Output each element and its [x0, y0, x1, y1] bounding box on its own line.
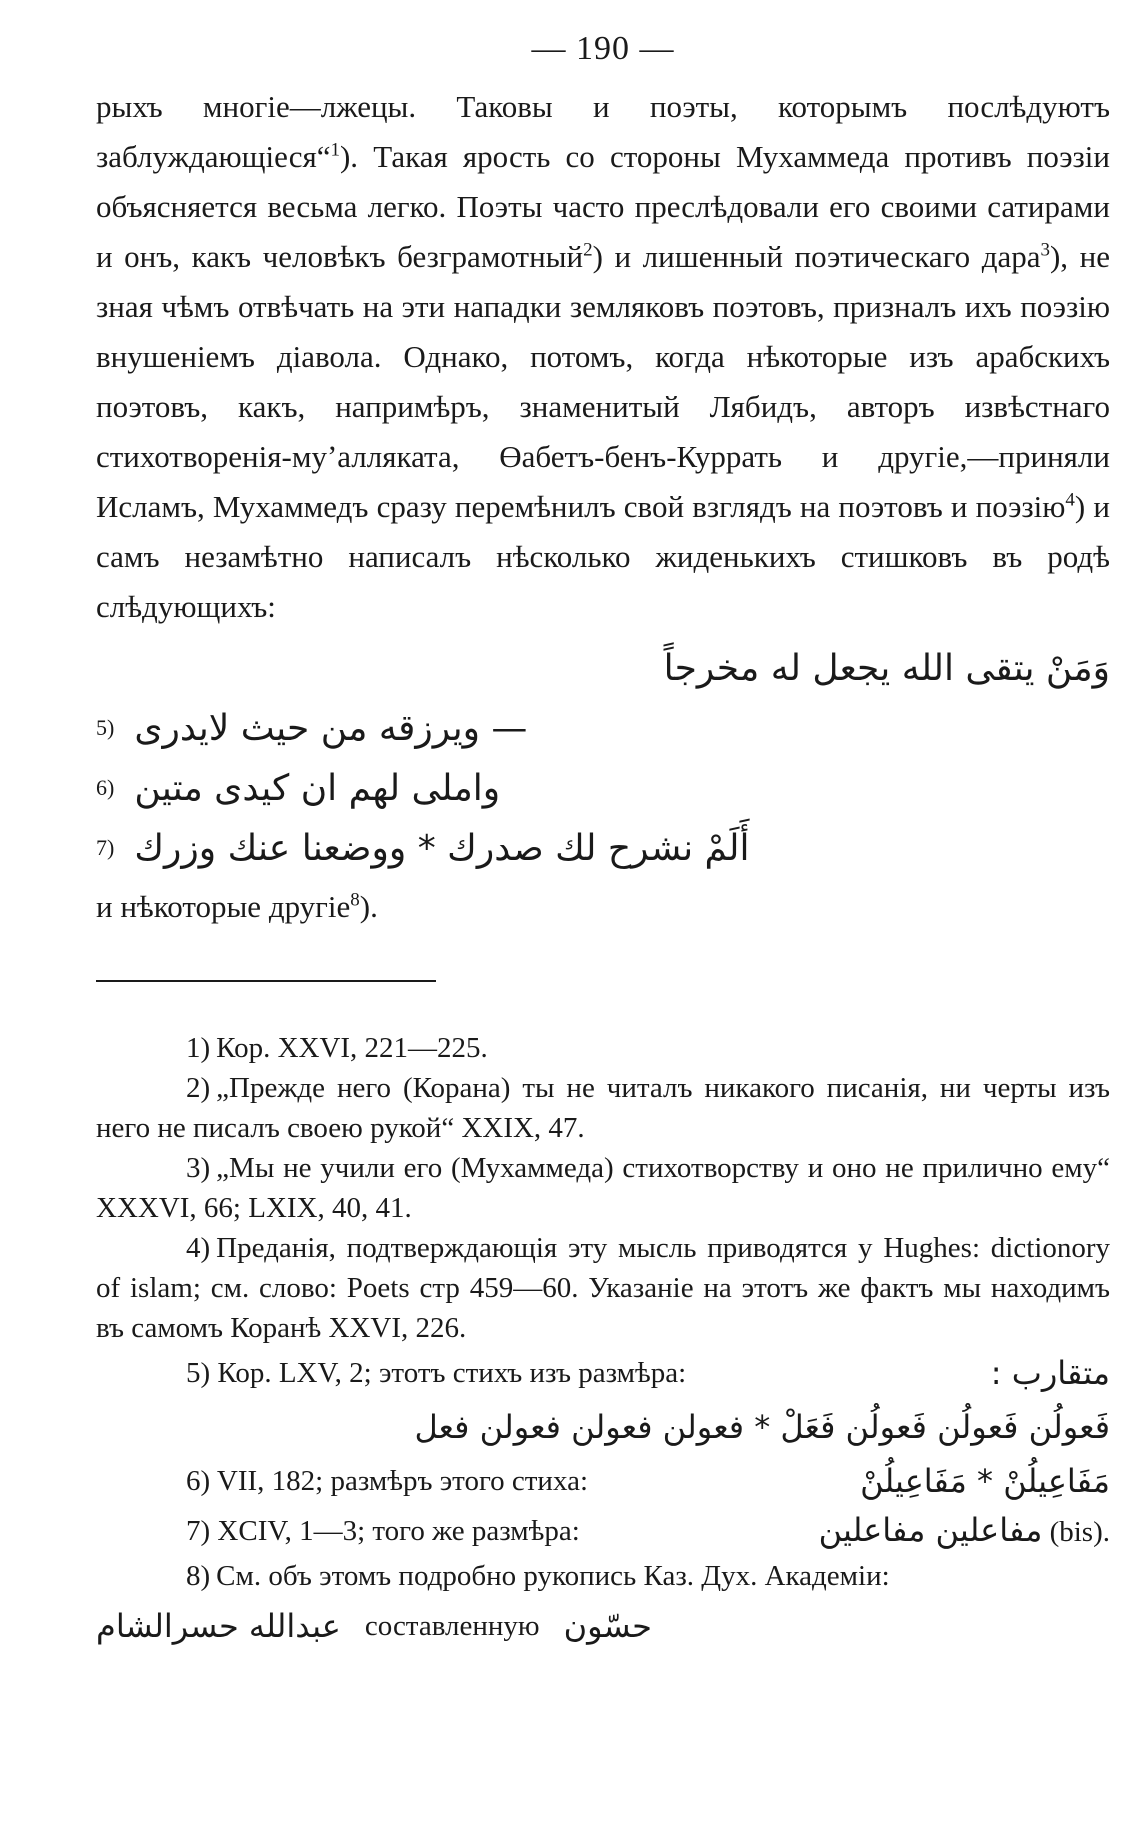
footnote-marker-6: 6)	[186, 1465, 211, 1497]
footnote-text-7: XCIV, 1—3; того же размѣра:	[217, 1515, 580, 1547]
footnote-ref-4: 4	[1065, 489, 1075, 511]
after-verse-text: и нѣкоторые другіе	[96, 889, 351, 924]
verse-row-7	[96, 818, 1110, 878]
footnote-text-1: Кор. XXVI, 221—225.	[216, 1032, 488, 1064]
arabic-verses	[96, 638, 1110, 878]
footnote-7	[96, 1506, 1110, 1556]
footnote-marker-7: 7)	[186, 1515, 211, 1547]
footnote-text-5: Кор. LXV, 2; этотъ стихъ изъ размѣра:	[217, 1357, 687, 1389]
footnote-ref-8: 8	[350, 889, 360, 911]
main-paragraph	[96, 82, 1110, 632]
footnote-5	[96, 1348, 1110, 1398]
verse-arabic-5: — ويرزقه من حيث لايدرى	[134, 707, 528, 749]
verse-number-5: 5)	[96, 715, 115, 740]
paragraph-segment-4: ), не зная чѣмъ отвѣчать на эти нападки земляковъ поэтовъ, призналъ ихъ поэзію внушеніемъ діавола. Однако, потомъ, когда нѣкоторые изъ арабскихъ поэтовъ, какъ, напримѣръ, знаменитый Лябидъ, авторъ извѣстнаго стихотворенія-муʼалляката, Өабетъ-бенъ-Куррать и другіе,—приняли Исламъ, Мухаммедъ сразу перемѣнилъ свой взглядъ на поэтовъ и поэзію	[96, 239, 1110, 524]
footnote-7-arabic: مفاعلين مفاعلين	[818, 1511, 1043, 1549]
footnote-3	[96, 1148, 1110, 1228]
footnote-8-middle: составленную	[364, 1610, 540, 1642]
verse-row-5	[96, 698, 1110, 758]
verse-number-6: 6)	[96, 775, 115, 800]
paragraph-text	[96, 82, 1110, 632]
paragraph-segment-1: рыхъ многіе—лжецы. Таковы и поэты, которымъ послѣдуютъ заблуждающіеся“	[96, 89, 1110, 174]
verse-row-6	[96, 758, 1110, 818]
footnote-5-arabic-line	[96, 1398, 1110, 1456]
verse-intro-arabic: وَمَنْ يتقى الله يجعل له مخرجاً	[663, 647, 1110, 689]
footnote-marker-1: 1)	[186, 1032, 211, 1064]
footnote-marker-5: 5)	[186, 1357, 211, 1389]
footnote-text-2: „Прежде него (Корана) ты не читалъ никакого писанія, ни черты изъ него не писалъ своею рукой“ XXIX, 47.	[96, 1072, 1110, 1144]
footnote-6	[96, 1456, 1110, 1506]
paragraph-segment-5: ) и самъ незамѣтно написалъ нѣсколько жиденькихъ стишковъ въ родѣ слѣдующихъ:	[96, 489, 1110, 624]
page-number: — 190 —	[531, 30, 675, 67]
footnote-5-meter-arabic: متقارب :	[990, 1354, 1110, 1392]
verse-intro-row	[96, 638, 1110, 698]
footnote-7-tail: (bis).	[1049, 1516, 1110, 1548]
footnote-ref-2: 2	[583, 239, 593, 261]
verse-arabic-6: واملى لهم ان كيدى متين	[134, 767, 501, 809]
footnote-1	[96, 1028, 1110, 1068]
after-verse-line	[96, 882, 1110, 932]
after-verse-tail: ).	[359, 889, 378, 924]
footnote-marker-3: 3)	[186, 1152, 211, 1184]
footnote-divider	[96, 980, 436, 982]
footnote-4	[96, 1228, 1110, 1348]
footnote-text-3: „Мы не учили его (Мухаммеда) стихотворству и оно не прилично ему“ XXXVI, 66; LXIX, 40, 41.	[96, 1152, 1110, 1224]
footnote-2	[96, 1068, 1110, 1148]
paragraph-segment-3: ) и лишенный поэтическаго дара	[592, 239, 1041, 274]
footnote-text-8: См. объ этомъ подробно рукопись Каз. Дух. Академіи:	[216, 1560, 890, 1592]
document-page	[96, 30, 1110, 1656]
footnote-marker-4: 4)	[186, 1232, 211, 1264]
footnote-8-continuation	[96, 1596, 1110, 1656]
footnote-text-6: VII, 182; размѣръ этого стиха:	[216, 1465, 589, 1497]
footnote-8-arabic-left: عبدالله حسرالشام	[96, 1607, 341, 1645]
footnote-ref-1: 1	[330, 139, 340, 161]
paragraph-segment-2: ). Такая ярость со стороны Мухаммеда противъ поэзіи объясняется весьма легко. Поэты часто преслѣдовали его своими сатирами и онъ, какъ человѣкъ безграмотный	[96, 139, 1110, 274]
footnotes-section	[96, 1028, 1110, 1656]
footnote-8	[96, 1556, 1110, 1596]
footnote-marker-8: 8)	[186, 1560, 211, 1592]
footnote-marker-2: 2)	[186, 1072, 211, 1104]
footnote-8-arabic-right: حسّون	[563, 1607, 652, 1645]
footnote-5-arabic-text: فَعولُن فَعولُن فَعولُن فَعَلْ * فعولن فعولن فعولن فعل	[414, 1408, 1110, 1446]
footnote-text-4: Преданія, подтверждающія эту мысль приводятся у Hughes: dictionory of islam; см. слово: Poets стр 459—60. Указаніе на этотъ же фактъ мы находимъ въ самомъ Коранѣ XXVI, 226.	[96, 1232, 1110, 1344]
footnote-6-arabic: مَفَاعِيلُنْ * مَفَاعِيلُنْ	[860, 1462, 1110, 1500]
footnote-ref-3: 3	[1040, 239, 1050, 261]
verse-arabic-7: أَلَمْ نشرح لك صدرك * ووضعنا عنك وزرك	[134, 827, 750, 869]
verse-number-7: 7)	[96, 835, 115, 860]
